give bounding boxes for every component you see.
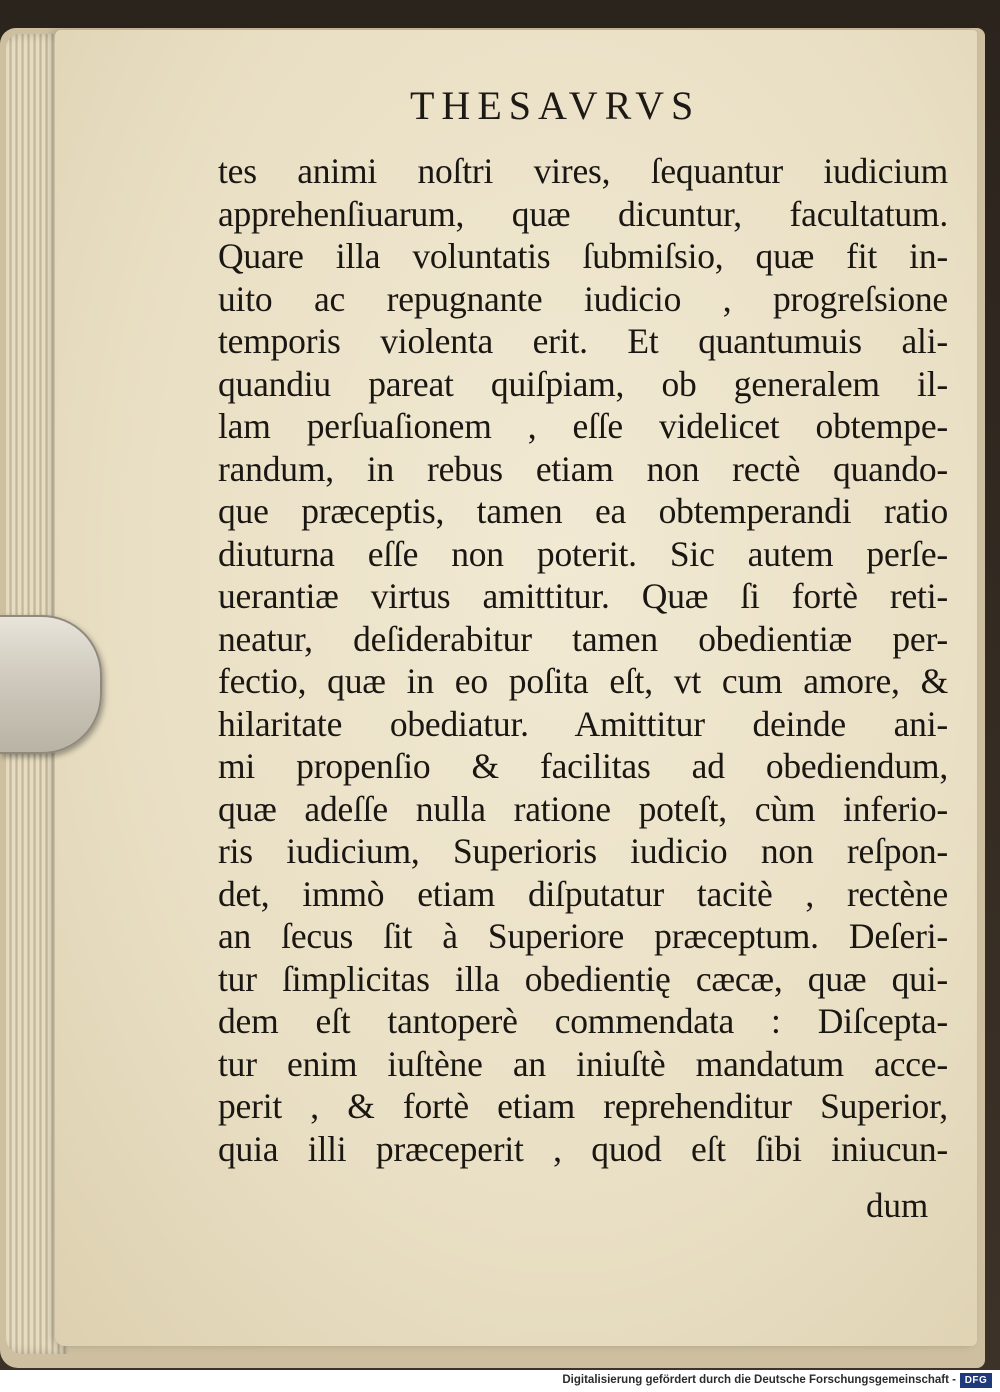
text-line: ris iudicium, Superioris iudicio non reſpon-	[218, 831, 948, 871]
catchword: dum	[866, 1186, 929, 1225]
text-line: quæ adeſſe nulla ratione poteſt, cùm inferio-	[218, 788, 948, 829]
text-line: dem eſt tantoperè commendata : Diſcepta-	[218, 1001, 948, 1041]
text-line: an ſecus ſit à Superiore præceptum. Deſeri-	[218, 916, 948, 956]
text-line: neatur, deſiderabitur tamen obedientiæ per-	[218, 618, 948, 659]
text-line: fectio, quæ in eo poſita eſt, vt cum amore, &	[218, 661, 948, 701]
text-line: quandiu pareat quiſpiam, ob generalem il-	[218, 363, 948, 404]
text-block	[218, 150, 948, 1170]
text-line: temporis violenta erit. Et quantumuis ali-	[218, 321, 948, 361]
text-line: que præceptis, tamen ea obtemperandi ratio	[218, 491, 948, 531]
text-line: mi propenſio & facilitas ad obediendum,	[218, 746, 948, 786]
text-line: lam perſuaſionem , eſſe videlicet obtempe-	[218, 406, 948, 446]
text-line: uerantiæ virtus amittitur. Quæ ſi fortè reti-	[218, 576, 948, 616]
text-line: hilaritate obediatur. Amittitur deinde ani-	[218, 703, 948, 744]
text-line: tur ſimplicitas illa obedientię cæcæ, quæ qui-	[218, 958, 948, 999]
text-line: diuturna eſſe non poterit. Sic autem perſe-	[218, 533, 948, 574]
text-line: uito ac repugnante iudicio , progreſsione	[218, 278, 948, 319]
text-line: tur enim iuſtène an iniuſtè mandatum acce-	[218, 1043, 948, 1084]
text-line: randum, in rebus etiam non rectè quando-	[218, 448, 948, 489]
text-line: quia illi præceperit , quod eſt ſibi iniucun-	[218, 1128, 948, 1169]
text-line: tes animi noſtri vires, ſequantur iudicium	[218, 151, 948, 191]
text-line: det, immò etiam diſputatur tacitè , rectène	[218, 873, 948, 914]
dfg-logo-icon: DFG	[960, 1373, 992, 1388]
text-line: Quare illa voluntatis ſubmiſsio, quæ fit in-	[218, 236, 948, 276]
book-clasp	[0, 615, 102, 754]
digitization-credit: Digitalisierung gefördert durch die Deutsche Forschungsgemeinschaft -	[562, 1374, 956, 1386]
running-head: THESAVRVS	[410, 83, 701, 128]
text-line: perit , & fortè etiam reprehenditur Superior,	[218, 1086, 948, 1126]
text-line: apprehenſiuarum, quæ dicuntur, facultatum.	[218, 193, 948, 234]
